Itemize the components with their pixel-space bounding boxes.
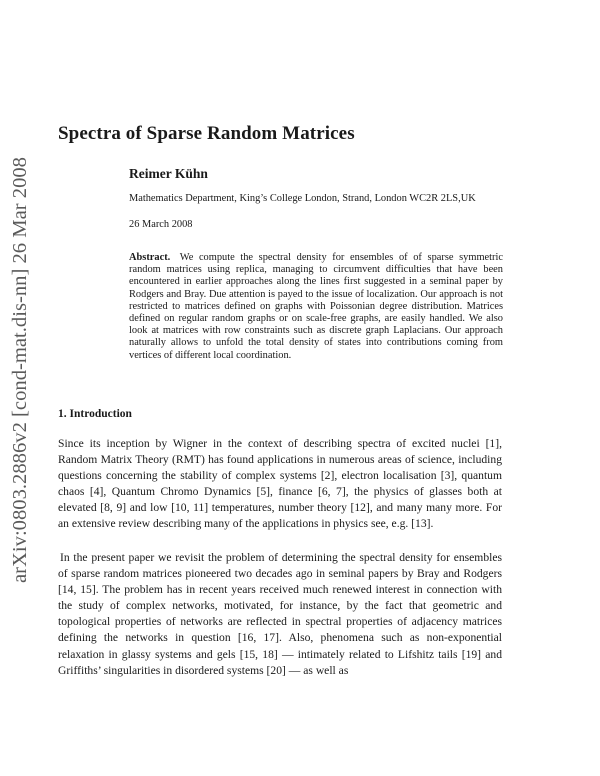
abstract — [129, 252, 503, 362]
author-name: Reimer Kühn — [129, 166, 208, 181]
section-heading-introduction: 1. Introduction — [58, 408, 132, 420]
arxiv-stamp-text: arXiv:0803.2886v2 [cond-mat.dis-nn] 26 Mar 2008 — [10, 180, 31, 583]
abstract-label: Abstract. — [129, 252, 171, 263]
body-paragraph: Since its inception by Wigner in the context of describing spectra of excited nuclei [1], Random Matrix Theory (RMT) has found applications in numerous areas of science, including questions concerning the stability of complex systems [2], electron localisation [3], quantum chaos [4], Quantum Chromo Dynamics [5], finance [6, 7], the physics of glasses both at elevated [8, 9] and low [10, 11] temperatures, number theory [12], and many many more. For an extensive review describing many of the applications in physics see, e.g. [13]. — [58, 437, 502, 531]
arxiv-identifier-stamp — [6, 155, 32, 585]
paper-date: 26 March 2008 — [129, 219, 193, 230]
paper-title: Spectra of Sparse Random Matrices — [58, 123, 355, 144]
body-paragraph: In the present paper we revisit the problem of determining the spectral density for ensembles of sparse random matrices pioneered two decades ago in seminal papers by Bray and Rodgers [14, 15]. The problem has in recent years received much renewed interest in connection with the study of complex networks, motivated, for instance, by the fact that geometric and topological properties of networks are reflected in spectral properties of adjacency matrices defining the networks in question [16, 17]. Also, phenomena such as non-exponential relaxation in glassy systems and gels [15, 18] — intimately related to Lifshitz tails [19] and Griffiths’ singularities in disordered systems [20] — as well as — [58, 551, 502, 677]
abstract-text: We compute the spectral density for ensembles of of sparse symmetric random matrices using replica, managing to circumvent difficulties that have been encountered in earlier approaches along the lines first suggested in a seminal paper by Rodgers and Bray. Due attention is payed to the issue of localization. Our approach is not restricted to matrices defined on graphs with Poissonian degree distribution. Matrices defined on regular random graphs or on scale-free graphs, are easily handled. We also look at matrices with row constraints such as discrete graph Laplacians. Our approach naturally allows to unfold the total density of states into contributions coming from vertices of different local coordination. — [129, 252, 503, 361]
author-affiliation: Mathematics Department, King’s College London, Strand, London WC2R 2LS,UK — [129, 193, 476, 204]
